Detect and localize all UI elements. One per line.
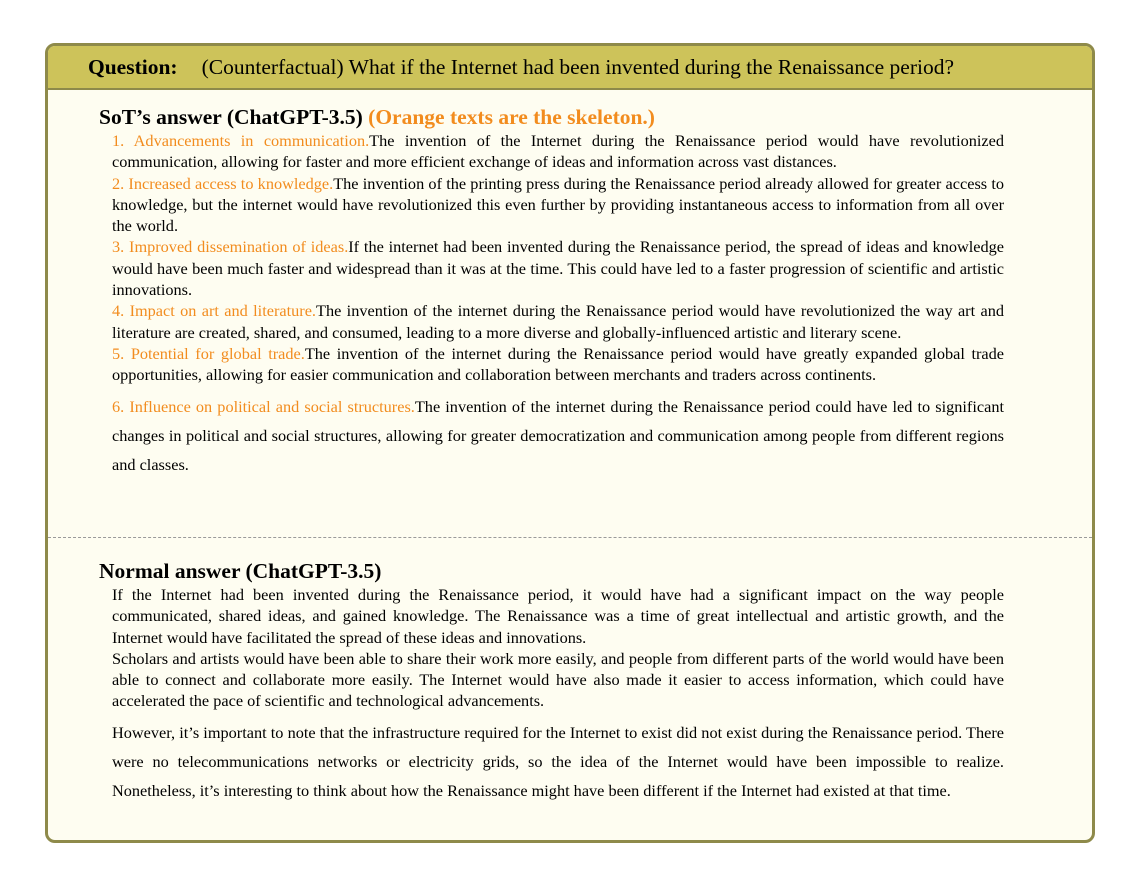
sot-title-text: SoT’s answer (ChatGPT-3.5) — [99, 105, 363, 129]
normal-answer-title: Normal answer (ChatGPT-3.5) — [99, 559, 382, 583]
point-text: The invention of the internet during the Renaissance period could have led to significant changes in political and social structures, allowing for greater democratization and communication among people from different regions and classes. — [112, 396, 1004, 474]
skeleton-text: 6. Influence on political and social structures. — [112, 396, 415, 416]
skeleton-note: (Orange texts are the skeleton.) — [368, 105, 655, 129]
skeleton-text: 3. Improved dissemination of ideas. — [112, 237, 349, 257]
sot-answer-body — [112, 130, 1004, 479]
sot-answer-section — [48, 104, 1092, 479]
sot-answer-title — [99, 104, 1092, 130]
normal-paragraph-2: Scholars and artists would have been able to share their work more easily, and people from different parts of the world would have been able to connect and collaborate more easily. The Internet would have also made it easier to access information, which could have accelerated the pace of scientific and technological advancements. — [112, 648, 1004, 711]
skeleton-text: 5. Potential for global trade. — [112, 343, 305, 363]
sot-point-3 — [112, 236, 1004, 300]
sot-point-2 — [112, 173, 1004, 237]
sot-point-6 — [112, 392, 1004, 479]
point-text: The invention of the internet during the Renaissance period would have greatly expanded global trade opportunities, allowing for easier communication and collaboration between merchants and traders across continents. — [112, 343, 1004, 385]
normal-answer-section — [48, 558, 1092, 805]
skeleton-text: 4. Impact on art and literature. — [112, 301, 316, 321]
question-label: Question: — [88, 54, 178, 79]
skeleton-text: 1. Advancements in communication. — [112, 131, 370, 150]
example-box — [45, 43, 1095, 843]
point-text: The invention of the printing press during the Renaissance period already allowed for greater access to knowledge, but the internet would have revolutionized this even further by providing instantaneous access to information from all over the world. — [112, 173, 1004, 236]
section-divider — [48, 537, 1092, 538]
point-text: The invention of the Internet during the Renaissance period would have revolutionized communication, allowing for faster and more efficient exchange of ideas and information across vast distances. — [112, 131, 1004, 172]
sot-point-5 — [112, 343, 1004, 386]
question-text: (Counterfactual) What if the Internet had been invented during the Renaissance period? — [201, 54, 954, 79]
normal-answer-body — [112, 584, 1004, 805]
point-text: The invention of the internet during the Renaissance period would have revolutionized the way art and literature are created, shared, and consumed, leading to a more diverse and globally-influenced artistic and literary scene. — [112, 301, 1004, 342]
sot-point-1 — [112, 130, 1004, 173]
normal-paragraph-3: However, it’s important to note that the infrastructure required for the Internet to exist did not exist during the Renaissance period. There were no telecommunications networks or electricity grids, so the idea of the Internet would have been impossible to realize. Nonetheless, it’s interesting to think about how the Renaissance might have been different if the Internet had existed at that time. — [112, 722, 1004, 800]
skeleton-text: 2. Increased access to knowledge. — [112, 173, 334, 193]
question-bar — [48, 46, 1092, 90]
normal-paragraph-1: If the Internet had been invented during the Renaissance period, it would have had a significant impact on the way people communicated, shared ideas, and gained knowledge. The Renaissance was a time of great intellectual and artistic growth, and the Internet would have facilitated the spread of these ideas and innovations. — [112, 585, 1004, 647]
point-text: If the internet had been invented during the Renaissance period, the spread of ideas and knowledge would have been much faster and widespread than it was at the time. This could have led to a faster progression of scientific and artistic innovations. — [112, 237, 1004, 300]
sot-point-4 — [112, 300, 1004, 343]
